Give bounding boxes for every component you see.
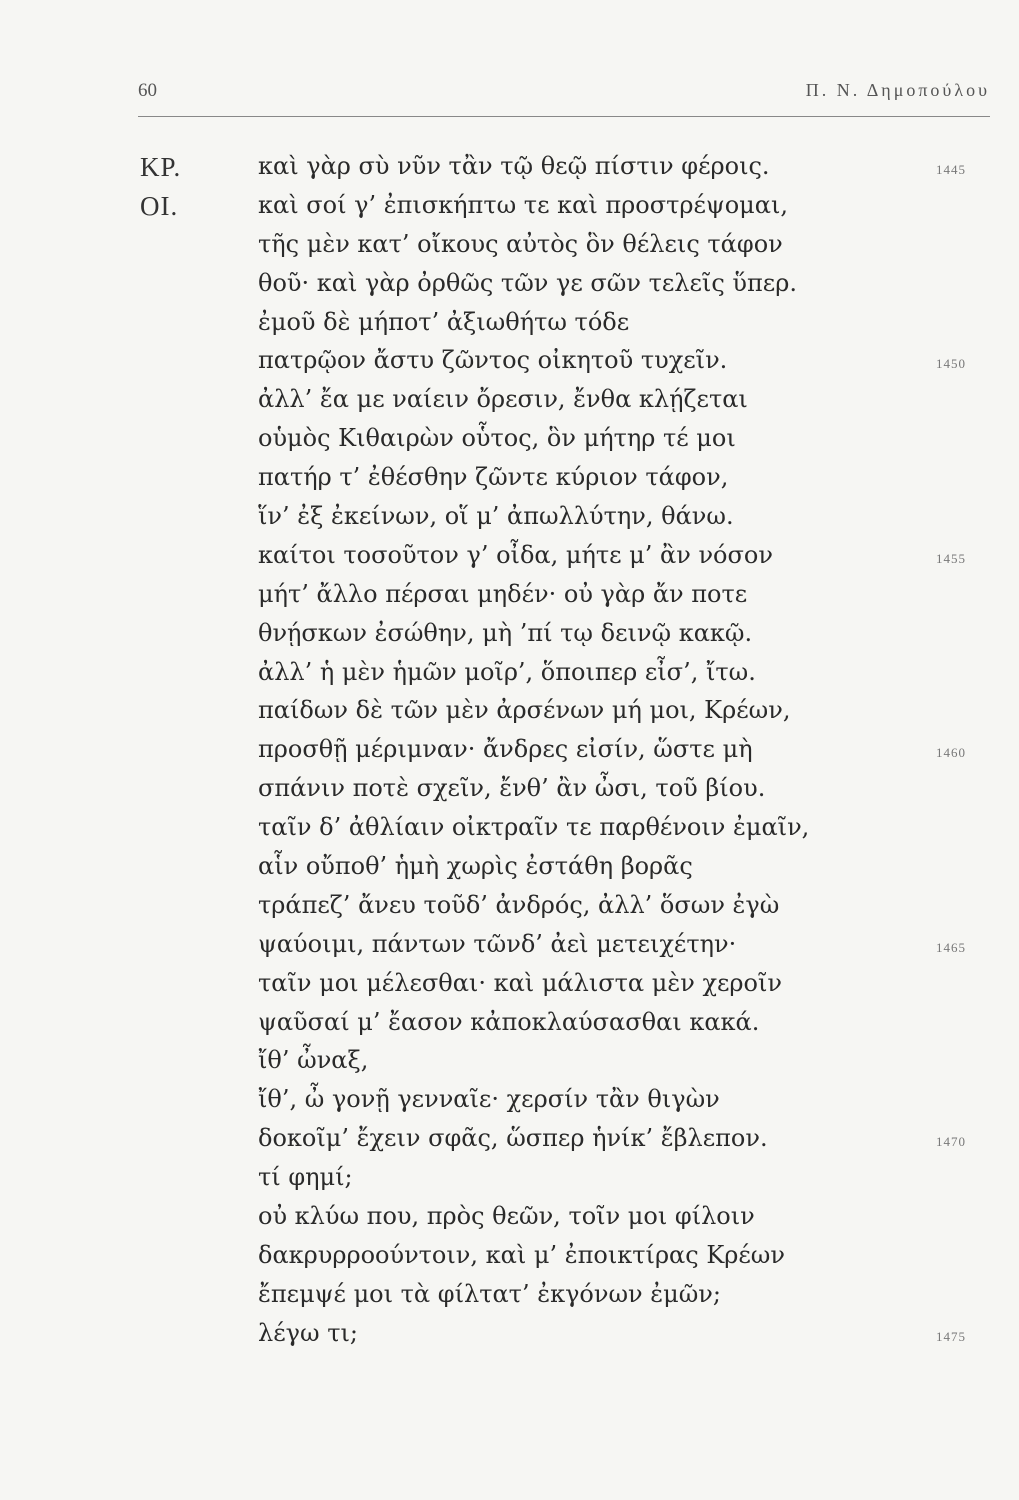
running-head: Π. Ν. Δημοπούλου (805, 80, 990, 100)
verse-text: ἵν’ ἐξ ἐκείνων, οἵ μ’ ἀπωλλύτην, θάνω. (258, 502, 734, 531)
verse-text: οὑμὸς Κιθαιρὼν οὗτος, ὃν μήτηρ τέ μοι (258, 424, 736, 453)
verse-text: τράπεζ’ ἄνευ τοῦδ’ ἀνδρός, ἀλλ’ ὅσων ἐγὼ (258, 890, 780, 919)
verse-text: μήτ’ ἄλλο πέρσαι μηδέν· οὐ γὰρ ἄν ποτε (258, 579, 748, 608)
verse-text: ἴθ’, ὦ γονῇ γενναῖε· χερσίν τἂν θιγὼν (258, 1085, 720, 1114)
verse-text: αἷν οὔποθ’ ἡμὴ χωρὶς ἐστάθη βορᾶς (258, 852, 693, 881)
line-number: 1445 (936, 162, 966, 177)
verse-line (0, 772, 1019, 811)
verse-line (0, 1083, 1019, 1122)
verse-line (0, 228, 1019, 267)
verse-text: πατήρ τ’ ἐθέσθην ζῶντε κύριον τάφον, (258, 463, 729, 492)
verse-text: ἀλλ’ ἔα με ναίειν ὄρεσιν, ἔνθα κλῄζεται (258, 385, 748, 414)
verse-text: ἴθ’ ὦναξ, (258, 1046, 369, 1075)
page-header (138, 80, 990, 108)
verse-line (0, 578, 1019, 617)
verse-line (0, 1200, 1019, 1239)
verse-line (0, 1278, 1019, 1317)
header-rule (138, 116, 990, 117)
verse-text: λέγω τι; (258, 1318, 358, 1347)
verse-text: τί φημί; (258, 1163, 353, 1192)
verse-text: καὶ σοί γ’ ἐπισκήπτω τε καὶ προστρέψομαι, (258, 190, 789, 219)
verse-text: δακρυρροούντοιν, καὶ μ’ ἐποικτίρας Κρέων (258, 1240, 785, 1269)
verse-text: δοκοῖμ’ ἔχειν σφᾶς, ὥσπερ ἡνίκ’ ἔβλεπον. (258, 1124, 768, 1153)
verse-text: οὐ κλύω που, πρὸς θεῶν, τοῖν μοι φίλοιν (258, 1202, 755, 1231)
verse-text: θοῦ· καὶ γὰρ ὀρθῶς τῶν γε σῶν τελεῖς ὕπερ. (258, 268, 797, 297)
verse-line (0, 694, 1019, 733)
verse-line (0, 617, 1019, 656)
verse-line (0, 967, 1019, 1006)
verse-line (0, 811, 1019, 850)
verse-line (0, 1122, 1019, 1161)
verse-line (0, 306, 1019, 345)
page-number: 60 (138, 80, 157, 101)
verse-text: καὶ γὰρ σὺ νῦν τἂν τῷ θεῷ πίστιν φέροις. (258, 152, 770, 180)
verse-line (0, 656, 1019, 695)
verse-text: πατρῷον ἄστυ ζῶντος οἰκητοῦ τυχεῖν. (258, 346, 728, 375)
verse-line (0, 928, 1019, 967)
verse-line (0, 267, 1019, 306)
verse-block (0, 150, 1019, 1356)
line-number: 1465 (936, 939, 966, 955)
verse-text: ἀλλ’ ἡ μὲν ἡμῶν μοῖρ’, ὅποιπερ εἶσ’, ἴτω. (258, 657, 756, 686)
verse-line (0, 1239, 1019, 1278)
verse-text: ταῖν μοι μέλεσθαι· καὶ μάλιστα μὲν χεροῖν (258, 968, 782, 997)
verse-text: ψαῦσαί μ’ ἔασον κἀποκλαύσασθαι κακά. (258, 1007, 760, 1036)
verse-line (0, 1161, 1019, 1200)
verse-line (0, 150, 1019, 189)
verse-text: σπάνιν ποτὲ σχεῖν, ἔνθ’ ἂν ὦσι, τοῦ βίου. (258, 774, 766, 803)
verse-line (0, 1006, 1019, 1045)
speaker-label: ΚΡ. (140, 152, 182, 182)
verse-text: θνῄσκων ἐσώθην, μὴ ’πί τῳ δεινῷ κακῷ. (258, 618, 753, 647)
line-number: 1455 (936, 550, 966, 566)
verse-line (0, 422, 1019, 461)
line-number: 1470 (936, 1134, 966, 1150)
verse-line (0, 344, 1019, 383)
verse-text: καίτοι τοσοῦτον γ’ οἶδα, μήτε μ’ ἂν νόσον (258, 540, 773, 569)
verse-text: ἐμοῦ δὲ μήποτ’ ἀξιωθήτω τόδε (258, 307, 630, 336)
verse-line (0, 383, 1019, 422)
verse-line (0, 733, 1019, 772)
verse-text: ψαύοιμι, πάντων τῶνδ’ ἀεὶ μετειχέτην· (258, 929, 737, 958)
line-number: 1475 (936, 1328, 966, 1344)
verse-line (0, 189, 1019, 228)
verse-text: ταῖν δ’ ἀθλίαιν οἰκτραῖν τε παρθένοιν ἐμαῖν, (258, 813, 810, 842)
verse-line (0, 850, 1019, 889)
verse-line (0, 1044, 1019, 1083)
verse-line (0, 461, 1019, 500)
verse-text: προσθῇ μέριμναν· ἄνδρες εἰσίν, ὥστε μὴ (258, 735, 753, 764)
line-number: 1460 (936, 745, 966, 761)
speaker-label: ΟΙ. (140, 190, 179, 221)
verse-text: παίδων δὲ τῶν μὲν ἀρσένων μή μοι, Κρέων, (258, 696, 791, 725)
line-number: 1450 (936, 356, 966, 372)
verse-text: τῆς μὲν κατ’ οἴκους αὐτὸς ὃν θέλεις τάφον (258, 229, 783, 258)
verse-text: ἔπεμψέ μοι τὰ φίλτατ’ ἐκγόνων ἐμῶν; (258, 1279, 721, 1308)
verse-line (0, 539, 1019, 578)
verse-line (0, 500, 1019, 539)
verse-line (0, 1317, 1019, 1356)
verse-line (0, 889, 1019, 928)
